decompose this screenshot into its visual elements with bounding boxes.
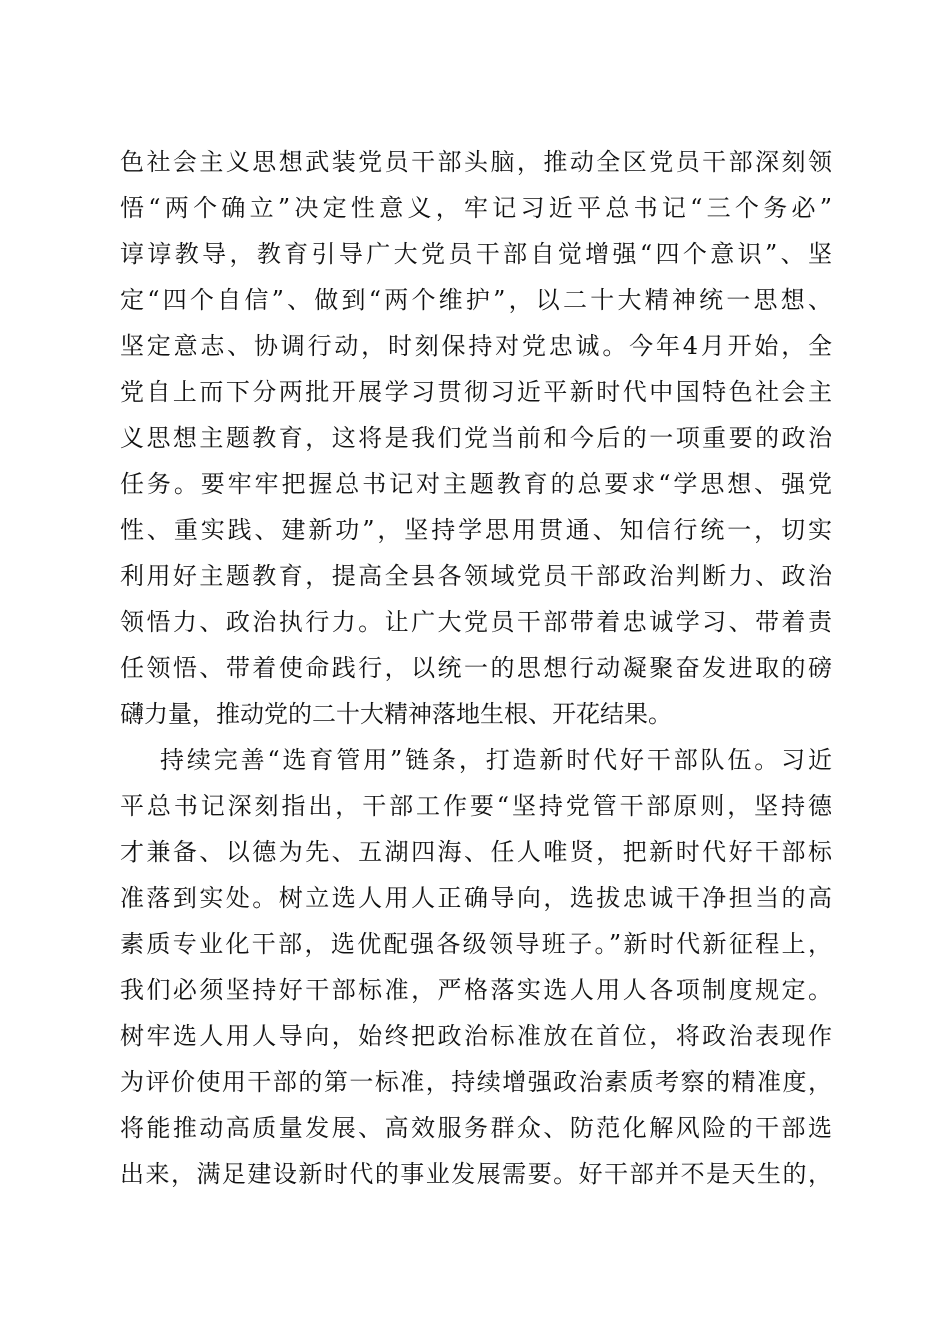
- paragraph: [120, 737, 832, 1197]
- text-line: 坚定意志、协调行动，时刻保持对党忠诚。今年4月开始，全: [120, 332, 832, 360]
- text-line: 谆谆教导，教育引导广大党员干部自觉增强“四个意识”、坚: [120, 240, 832, 268]
- text-line: 才兼备、以德为先、五湖四海、任人唯贤，把新时代好干部标: [120, 838, 832, 866]
- text-line: 任务。要牢牢把握总书记对主题教育的总要求“学思想、强党: [120, 470, 832, 498]
- text-line: 平总书记深刻指出，干部工作要“坚持党管干部原则，坚持德: [120, 792, 832, 820]
- text-line: 义思想主题教育，这将是我们党当前和今后的一项重要的政治: [120, 424, 832, 452]
- text-line: 持续完善“选育管用”链条，打造新时代好干部队伍。习近: [160, 746, 832, 774]
- text-line: 为评价使用干部的第一标准，持续增强政治素质考察的精准度，: [120, 1068, 832, 1096]
- text-line: 定“四个自信”、做到“两个维护”，以二十大精神统一思想、: [120, 286, 832, 314]
- text-line: 利用好主题教育，提高全县各领域党员干部政治判断力、政治: [120, 562, 832, 590]
- text-line: 准落到实处。树立选人用人正确导向，选拔忠诚干净担当的高: [120, 884, 832, 912]
- text-line: 性、重实践、建新功”，坚持学思用贯通、知信行统一，切实: [120, 516, 832, 544]
- document-body: [120, 139, 832, 1197]
- text-line: 礴力量，推动党的二十大精神落地生根、开花结果。: [120, 700, 672, 728]
- text-line: 领悟力、政治执行力。让广大党员干部带着忠诚学习、带着责: [120, 608, 832, 636]
- text-line: 将能推动高质量发展、高效服务群众、防范化解风险的干部选: [120, 1114, 832, 1142]
- paragraph: [120, 139, 832, 737]
- text-line: 党自上而下分两批开展学习贯彻习近平新时代中国特色社会主: [120, 378, 832, 406]
- text-line: 色社会主义思想武装党员干部头脑，推动全区党员干部深刻领: [120, 148, 832, 176]
- text-line: 任领悟、带着使命践行，以统一的思想行动凝聚奋发进取的磅: [120, 654, 832, 682]
- text-line: 悟“两个确立”决定性意义，牢记习近平总书记“三个务必”: [120, 194, 832, 222]
- text-line: 我们必须坚持好干部标准，严格落实选人用人各项制度规定。: [120, 976, 832, 1004]
- text-line: 出来，满足建设新时代的事业发展需要。好干部并不是天生的，: [120, 1160, 832, 1188]
- text-line: 树牢选人用人导向，始终把政治标准放在首位，将政治表现作: [120, 1022, 832, 1050]
- text-line: 素质专业化干部，选优配强各级领导班子。”新时代新征程上，: [120, 930, 832, 958]
